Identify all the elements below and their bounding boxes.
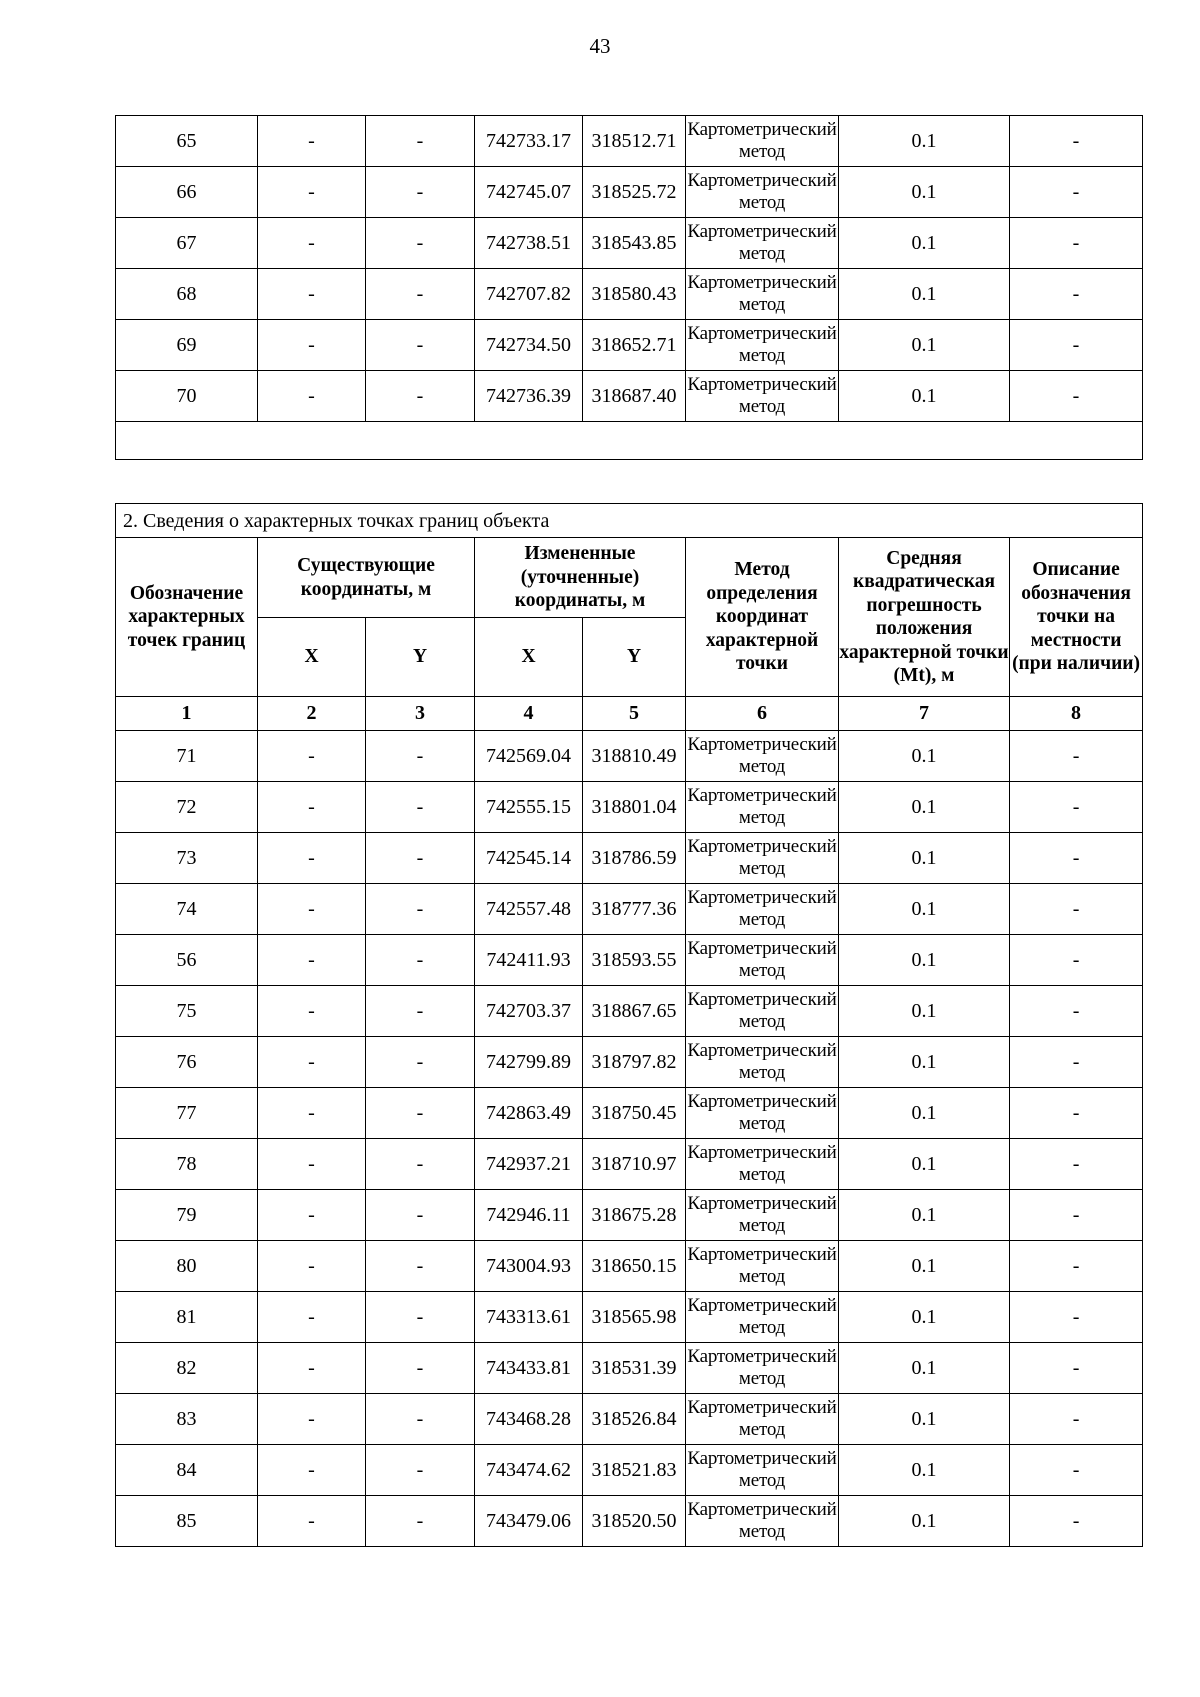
column-number: 4 — [475, 697, 583, 731]
point-description-cell: - — [1010, 833, 1143, 884]
mean-square-error-cell: 0.1 — [839, 218, 1010, 269]
point-number-cell: 71 — [116, 731, 258, 782]
table-row — [116, 1088, 1143, 1139]
method-cell: Картометрический метод — [686, 782, 839, 833]
header-changed-coordinates: Измененные (уточненные) координаты, м — [475, 538, 686, 618]
existing-x-cell: - — [258, 1496, 366, 1547]
method-cell: Картометрический метод — [686, 269, 839, 320]
point-description-cell: - — [1010, 371, 1143, 422]
point-description-cell: - — [1010, 1037, 1143, 1088]
table-row — [116, 371, 1143, 422]
method-cell: Картометрический метод — [686, 320, 839, 371]
table-row — [116, 1139, 1143, 1190]
point-number-cell: 82 — [116, 1343, 258, 1394]
changed-x-cell: 743468.28 — [475, 1394, 583, 1445]
point-description-cell: - — [1010, 269, 1143, 320]
existing-x-cell: - — [258, 1037, 366, 1088]
point-number-cell: 74 — [116, 884, 258, 935]
existing-y-cell: - — [366, 320, 475, 371]
changed-x-cell: 742799.89 — [475, 1037, 583, 1088]
point-description-cell: - — [1010, 1139, 1143, 1190]
table-row — [116, 320, 1143, 371]
changed-y-cell: 318867.65 — [583, 986, 686, 1037]
point-number-cell: 78 — [116, 1139, 258, 1190]
changed-x-cell: 742863.49 — [475, 1088, 583, 1139]
point-description-cell: - — [1010, 1496, 1143, 1547]
point-number-cell: 83 — [116, 1394, 258, 1445]
existing-x-cell: - — [258, 218, 366, 269]
method-cell: Картометрический метод — [686, 1292, 839, 1343]
point-description-cell: - — [1010, 1088, 1143, 1139]
existing-x-cell: - — [258, 269, 366, 320]
point-description-cell: - — [1010, 1445, 1143, 1496]
table-row — [116, 935, 1143, 986]
table-row — [116, 1343, 1143, 1394]
table-row — [116, 1394, 1143, 1445]
point-description-cell: - — [1010, 1190, 1143, 1241]
existing-x-cell: - — [258, 731, 366, 782]
table-row — [116, 986, 1143, 1037]
existing-x-cell: - — [258, 1445, 366, 1496]
header-existing-y: Y — [366, 618, 475, 697]
header-point-description: Описание обозначения точки на местности (при наличии) — [1010, 538, 1143, 697]
changed-x-cell: 742946.11 — [475, 1190, 583, 1241]
existing-y-cell: - — [366, 1139, 475, 1190]
table-row — [116, 269, 1143, 320]
existing-x-cell: - — [258, 320, 366, 371]
changed-y-cell: 318801.04 — [583, 782, 686, 833]
point-description-cell: - — [1010, 1292, 1143, 1343]
method-cell: Картометрический метод — [686, 1496, 839, 1547]
header-changed-x: X — [475, 618, 583, 697]
mean-square-error-cell: 0.1 — [839, 1241, 1010, 1292]
method-cell: Картометрический метод — [686, 218, 839, 269]
method-cell: Картометрический метод — [686, 986, 839, 1037]
mean-square-error-cell: 0.1 — [839, 167, 1010, 218]
method-cell: Картометрический метод — [686, 833, 839, 884]
changed-x-cell: 742703.37 — [475, 986, 583, 1037]
empty-cell — [116, 422, 1143, 460]
changed-y-cell: 318512.71 — [583, 116, 686, 167]
existing-x-cell: - — [258, 782, 366, 833]
table-row — [116, 167, 1143, 218]
changed-y-cell: 318531.39 — [583, 1343, 686, 1394]
mean-square-error-cell: 0.1 — [839, 320, 1010, 371]
point-description-cell: - — [1010, 167, 1143, 218]
method-cell: Картометрический метод — [686, 1037, 839, 1088]
table-row — [116, 116, 1143, 167]
mean-square-error-cell: 0.1 — [839, 731, 1010, 782]
existing-y-cell: - — [366, 1088, 475, 1139]
point-number-cell: 85 — [116, 1496, 258, 1547]
existing-y-cell: - — [366, 1190, 475, 1241]
table-row — [116, 1496, 1143, 1547]
existing-x-cell: - — [258, 1190, 366, 1241]
existing-y-cell: - — [366, 986, 475, 1037]
point-number-cell: 81 — [116, 1292, 258, 1343]
point-number-cell: 65 — [116, 116, 258, 167]
mean-square-error-cell: 0.1 — [839, 1088, 1010, 1139]
method-cell: Картометрический метод — [686, 731, 839, 782]
existing-y-cell: - — [366, 1496, 475, 1547]
point-description-cell: - — [1010, 935, 1143, 986]
table-row — [116, 833, 1143, 884]
changed-y-cell: 318797.82 — [583, 1037, 686, 1088]
point-number-cell: 80 — [116, 1241, 258, 1292]
changed-x-cell: 743474.62 — [475, 1445, 583, 1496]
changed-y-cell: 318710.97 — [583, 1139, 686, 1190]
header-existing-coordinates: Существующие координаты, м — [258, 538, 475, 618]
existing-y-cell: - — [366, 1292, 475, 1343]
point-description-cell: - — [1010, 884, 1143, 935]
column-number: 1 — [116, 697, 258, 731]
existing-x-cell: - — [258, 1088, 366, 1139]
point-description-cell: - — [1010, 1241, 1143, 1292]
column-number: 8 — [1010, 697, 1143, 731]
mean-square-error-cell: 0.1 — [839, 371, 1010, 422]
mean-square-error-cell: 0.1 — [839, 116, 1010, 167]
changed-x-cell: 743313.61 — [475, 1292, 583, 1343]
point-number-cell: 69 — [116, 320, 258, 371]
table-row — [116, 1292, 1143, 1343]
mean-square-error-cell: 0.1 — [839, 833, 1010, 884]
changed-y-cell: 318786.59 — [583, 833, 686, 884]
mean-square-error-cell: 0.1 — [839, 884, 1010, 935]
existing-x-cell: - — [258, 884, 366, 935]
changed-y-cell: 318810.49 — [583, 731, 686, 782]
point-number-cell: 56 — [116, 935, 258, 986]
mean-square-error-cell: 0.1 — [839, 269, 1010, 320]
changed-x-cell: 742937.21 — [475, 1139, 583, 1190]
existing-y-cell: - — [366, 371, 475, 422]
changed-x-cell: 742733.17 — [475, 116, 583, 167]
point-number-cell: 84 — [116, 1445, 258, 1496]
changed-x-cell: 742738.51 — [475, 218, 583, 269]
mean-square-error-cell: 0.1 — [839, 935, 1010, 986]
method-cell: Картометрический метод — [686, 1241, 839, 1292]
mean-square-error-cell: 0.1 — [839, 1190, 1010, 1241]
header-method: Метод определения координат характерной точки — [686, 538, 839, 697]
point-description-cell: - — [1010, 116, 1143, 167]
method-cell: Картометрический метод — [686, 1394, 839, 1445]
boundary-points-table — [115, 503, 1143, 1547]
changed-y-cell: 318580.43 — [583, 269, 686, 320]
existing-y-cell: - — [366, 1445, 475, 1496]
existing-x-cell: - — [258, 986, 366, 1037]
table-row — [116, 782, 1143, 833]
header-changed-y: Y — [583, 618, 686, 697]
existing-x-cell: - — [258, 1241, 366, 1292]
point-number-cell: 67 — [116, 218, 258, 269]
method-cell: Картометрический метод — [686, 371, 839, 422]
changed-y-cell: 318565.98 — [583, 1292, 686, 1343]
method-cell: Картометрический метод — [686, 1139, 839, 1190]
point-description-cell: - — [1010, 218, 1143, 269]
changed-x-cell: 743479.06 — [475, 1496, 583, 1547]
method-cell: Картометрический метод — [686, 1088, 839, 1139]
page-number: 43 — [589, 34, 611, 58]
changed-y-cell: 318521.83 — [583, 1445, 686, 1496]
changed-x-cell: 742745.07 — [475, 167, 583, 218]
method-cell: Картометрический метод — [686, 1445, 839, 1496]
existing-y-cell: - — [366, 731, 475, 782]
existing-x-cell: - — [258, 1292, 366, 1343]
existing-y-cell: - — [366, 1343, 475, 1394]
existing-y-cell: - — [366, 935, 475, 986]
table-row — [116, 731, 1143, 782]
mean-square-error-cell: 0.1 — [839, 1292, 1010, 1343]
column-number: 6 — [686, 697, 839, 731]
section-title: 2. Сведения о характерных точках границ объекта — [116, 504, 1143, 538]
table-row — [116, 1037, 1143, 1088]
changed-y-cell: 318652.71 — [583, 320, 686, 371]
mean-square-error-cell: 0.1 — [839, 1037, 1010, 1088]
changed-x-cell: 742569.04 — [475, 731, 583, 782]
existing-x-cell: - — [258, 1343, 366, 1394]
changed-y-cell: 318593.55 — [583, 935, 686, 986]
mean-square-error-cell: 0.1 — [839, 986, 1010, 1037]
existing-y-cell: - — [366, 833, 475, 884]
method-cell: Картометрический метод — [686, 167, 839, 218]
table-row — [116, 884, 1143, 935]
point-number-cell: 72 — [116, 782, 258, 833]
method-cell: Картометрический метод — [686, 884, 839, 935]
point-number-cell: 76 — [116, 1037, 258, 1088]
method-cell: Картометрический метод — [686, 116, 839, 167]
point-number-cell: 73 — [116, 833, 258, 884]
changed-x-cell: 743004.93 — [475, 1241, 583, 1292]
column-number: 7 — [839, 697, 1010, 731]
boundary-points-table-body — [116, 731, 1143, 1547]
changed-x-cell: 743433.81 — [475, 1343, 583, 1394]
mean-square-error-cell: 0.1 — [839, 782, 1010, 833]
existing-x-cell: - — [258, 116, 366, 167]
existing-y-cell: - — [366, 782, 475, 833]
method-cell: Картометрический метод — [686, 935, 839, 986]
coordinates-table-continued-body — [116, 116, 1143, 460]
changed-x-cell: 742545.14 — [475, 833, 583, 884]
changed-x-cell: 742736.39 — [475, 371, 583, 422]
existing-y-cell: - — [366, 116, 475, 167]
point-number-cell: 66 — [116, 167, 258, 218]
table-row — [116, 218, 1143, 269]
method-cell: Картометрический метод — [686, 1190, 839, 1241]
point-description-cell: - — [1010, 986, 1143, 1037]
mean-square-error-cell: 0.1 — [839, 1139, 1010, 1190]
empty-row — [116, 422, 1143, 460]
mean-square-error-cell: 0.1 — [839, 1445, 1010, 1496]
existing-x-cell: - — [258, 935, 366, 986]
point-number-cell: 75 — [116, 986, 258, 1037]
existing-x-cell: - — [258, 1139, 366, 1190]
header-designation: Обозначение характерных точек границ — [116, 538, 258, 697]
header-existing-x: X — [258, 618, 366, 697]
coordinates-table-continued — [115, 115, 1143, 460]
existing-y-cell: - — [366, 1394, 475, 1445]
changed-y-cell: 318650.15 — [583, 1241, 686, 1292]
existing-y-cell: - — [366, 269, 475, 320]
changed-y-cell: 318526.84 — [583, 1394, 686, 1445]
method-cell: Картометрический метод — [686, 1343, 839, 1394]
point-number-cell: 68 — [116, 269, 258, 320]
changed-x-cell: 742707.82 — [475, 269, 583, 320]
point-description-cell: - — [1010, 1343, 1143, 1394]
header-mean-square-error: Средняя квадратическая погрешность положения характерной точки (Mt), м — [839, 538, 1010, 697]
column-number: 5 — [583, 697, 686, 731]
point-number-cell: 77 — [116, 1088, 258, 1139]
existing-y-cell: - — [366, 167, 475, 218]
existing-y-cell: - — [366, 218, 475, 269]
table-row — [116, 1190, 1143, 1241]
mean-square-error-cell: 0.1 — [839, 1496, 1010, 1547]
mean-square-error-cell: 0.1 — [839, 1394, 1010, 1445]
column-number: 3 — [366, 697, 475, 731]
point-description-cell: - — [1010, 1394, 1143, 1445]
changed-y-cell: 318525.72 — [583, 167, 686, 218]
changed-y-cell: 318543.85 — [583, 218, 686, 269]
existing-x-cell: - — [258, 167, 366, 218]
existing-y-cell: - — [366, 884, 475, 935]
point-description-cell: - — [1010, 320, 1143, 371]
changed-x-cell: 742555.15 — [475, 782, 583, 833]
existing-y-cell: - — [366, 1037, 475, 1088]
table-row — [116, 1241, 1143, 1292]
changed-y-cell: 318687.40 — [583, 371, 686, 422]
changed-x-cell: 742411.93 — [475, 935, 583, 986]
point-description-cell: - — [1010, 782, 1143, 833]
changed-y-cell: 318777.36 — [583, 884, 686, 935]
point-number-cell: 79 — [116, 1190, 258, 1241]
existing-x-cell: - — [258, 371, 366, 422]
table-row — [116, 1445, 1143, 1496]
changed-y-cell: 318520.50 — [583, 1496, 686, 1547]
point-description-cell: - — [1010, 731, 1143, 782]
mean-square-error-cell: 0.1 — [839, 1343, 1010, 1394]
column-number: 2 — [258, 697, 366, 731]
changed-x-cell: 742734.50 — [475, 320, 583, 371]
point-number-cell: 70 — [116, 371, 258, 422]
existing-x-cell: - — [258, 833, 366, 884]
existing-y-cell: - — [366, 1241, 475, 1292]
changed-x-cell: 742557.48 — [475, 884, 583, 935]
changed-y-cell: 318675.28 — [583, 1190, 686, 1241]
changed-y-cell: 318750.45 — [583, 1088, 686, 1139]
existing-x-cell: - — [258, 1394, 366, 1445]
